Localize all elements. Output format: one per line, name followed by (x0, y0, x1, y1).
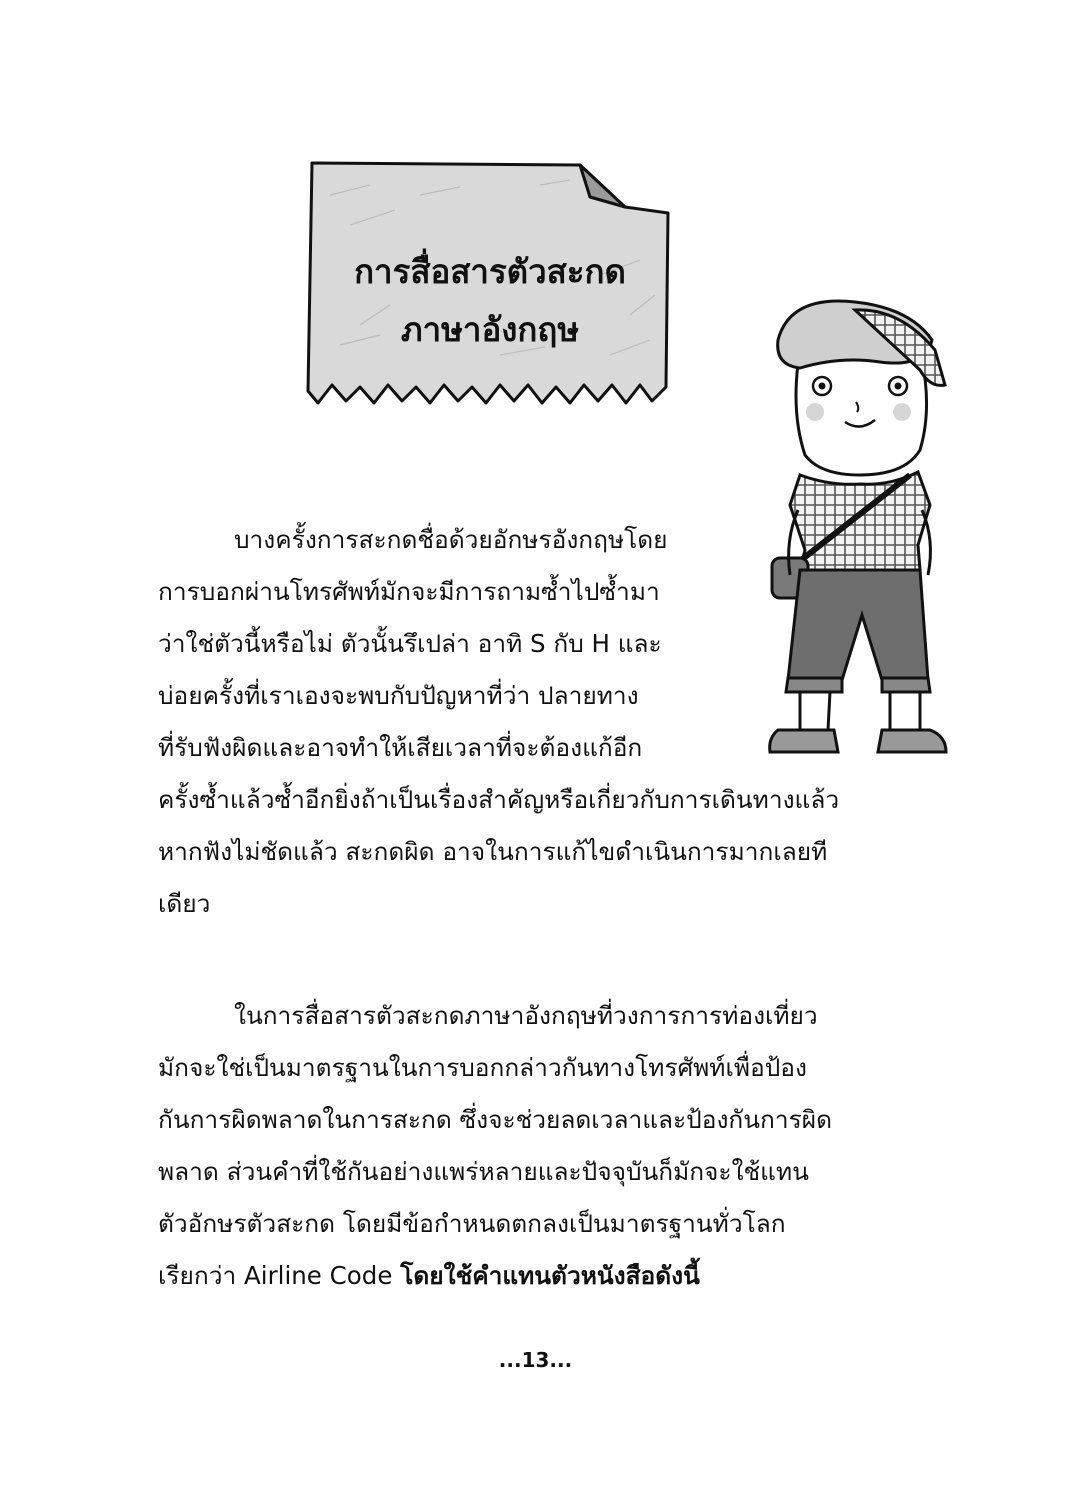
paragraph-1-line: เดียว (158, 889, 211, 918)
paragraph-1-line: บางครั้งการสะกดชื่อด้วยอักษรอังกฤษโดย (234, 525, 668, 554)
paragraph-2-line: พลาด ส่วนคำที่ใช้กันอย่างแพร่หลายและปัจจุบันก็มักจะใช้แทน (158, 1157, 809, 1186)
paragraph-1-line: หากฟังไม่ชัดแล้ว สะกดผิด อาจในการแก้ไขดำเนินการมากเลยที (158, 837, 828, 866)
paragraph-1 (158, 514, 839, 930)
paragraph-1-line: ที่รับฟังผิดและอาจทำให้เสียเวลาที่จะต้องแก้อีก (158, 733, 643, 762)
paragraph-2-line: กันการผิดพลาดในการสะกด ซึ่งจะช่วยลดเวลาและป้องกันการผิด (158, 1105, 833, 1134)
title-card (300, 155, 680, 420)
paragraph-1-line: ว่าใช่ตัวนี้หรือไม่ ตัวนั้นรึเปล่า อาทิ S กับ H และ (158, 629, 662, 658)
paragraph-1-line: ครั้งซ้ำแล้วซ้ำอีกยิ่งถ้าเป็นเรื่องสำคัญหรือเกี่ยวกับการเดินทางแล้ว (158, 785, 840, 814)
page-number: ...13... (498, 1348, 573, 1372)
paragraph-1-line: บ่อยครั้งที่เราเองจะพบกับปัญหาที่ว่า ปลายทาง (158, 681, 639, 710)
title (300, 243, 680, 359)
paragraph-2-last-bold: โดยใช้คำแทนตัวหนังสือดังนี้ (400, 1261, 700, 1290)
paragraph-2-line: มักจะใช่เป็นมาตรฐานในการบอกกล่าวกันทางโทรศัพท์เพื่อป้อง (158, 1053, 807, 1082)
title-line-1: การสื่อสารตัวสะกด (354, 252, 626, 291)
paragraph-2 (158, 990, 832, 1302)
paragraph-2-last-normal: เรียกว่า Airline Code (158, 1261, 401, 1290)
paragraph-1-line: การบอกผ่านโทรศัพท์มักจะมีการถามซ้ำไปซ้ำมา (158, 577, 660, 606)
paragraph-2-line: ในการสื่อสารตัวสะกดภาษาอังกฤษที่วงการการท่องเที่ยว (234, 1001, 818, 1030)
paragraph-2-last-line (158, 1250, 832, 1302)
title-line-2: ภาษาอังกฤษ (400, 310, 580, 349)
paragraph-2-line: ตัวอักษรตัวสะกด โดยมีข้อกำหนดตกลงเป็นมาตรฐานทั่วโลก (158, 1209, 786, 1238)
